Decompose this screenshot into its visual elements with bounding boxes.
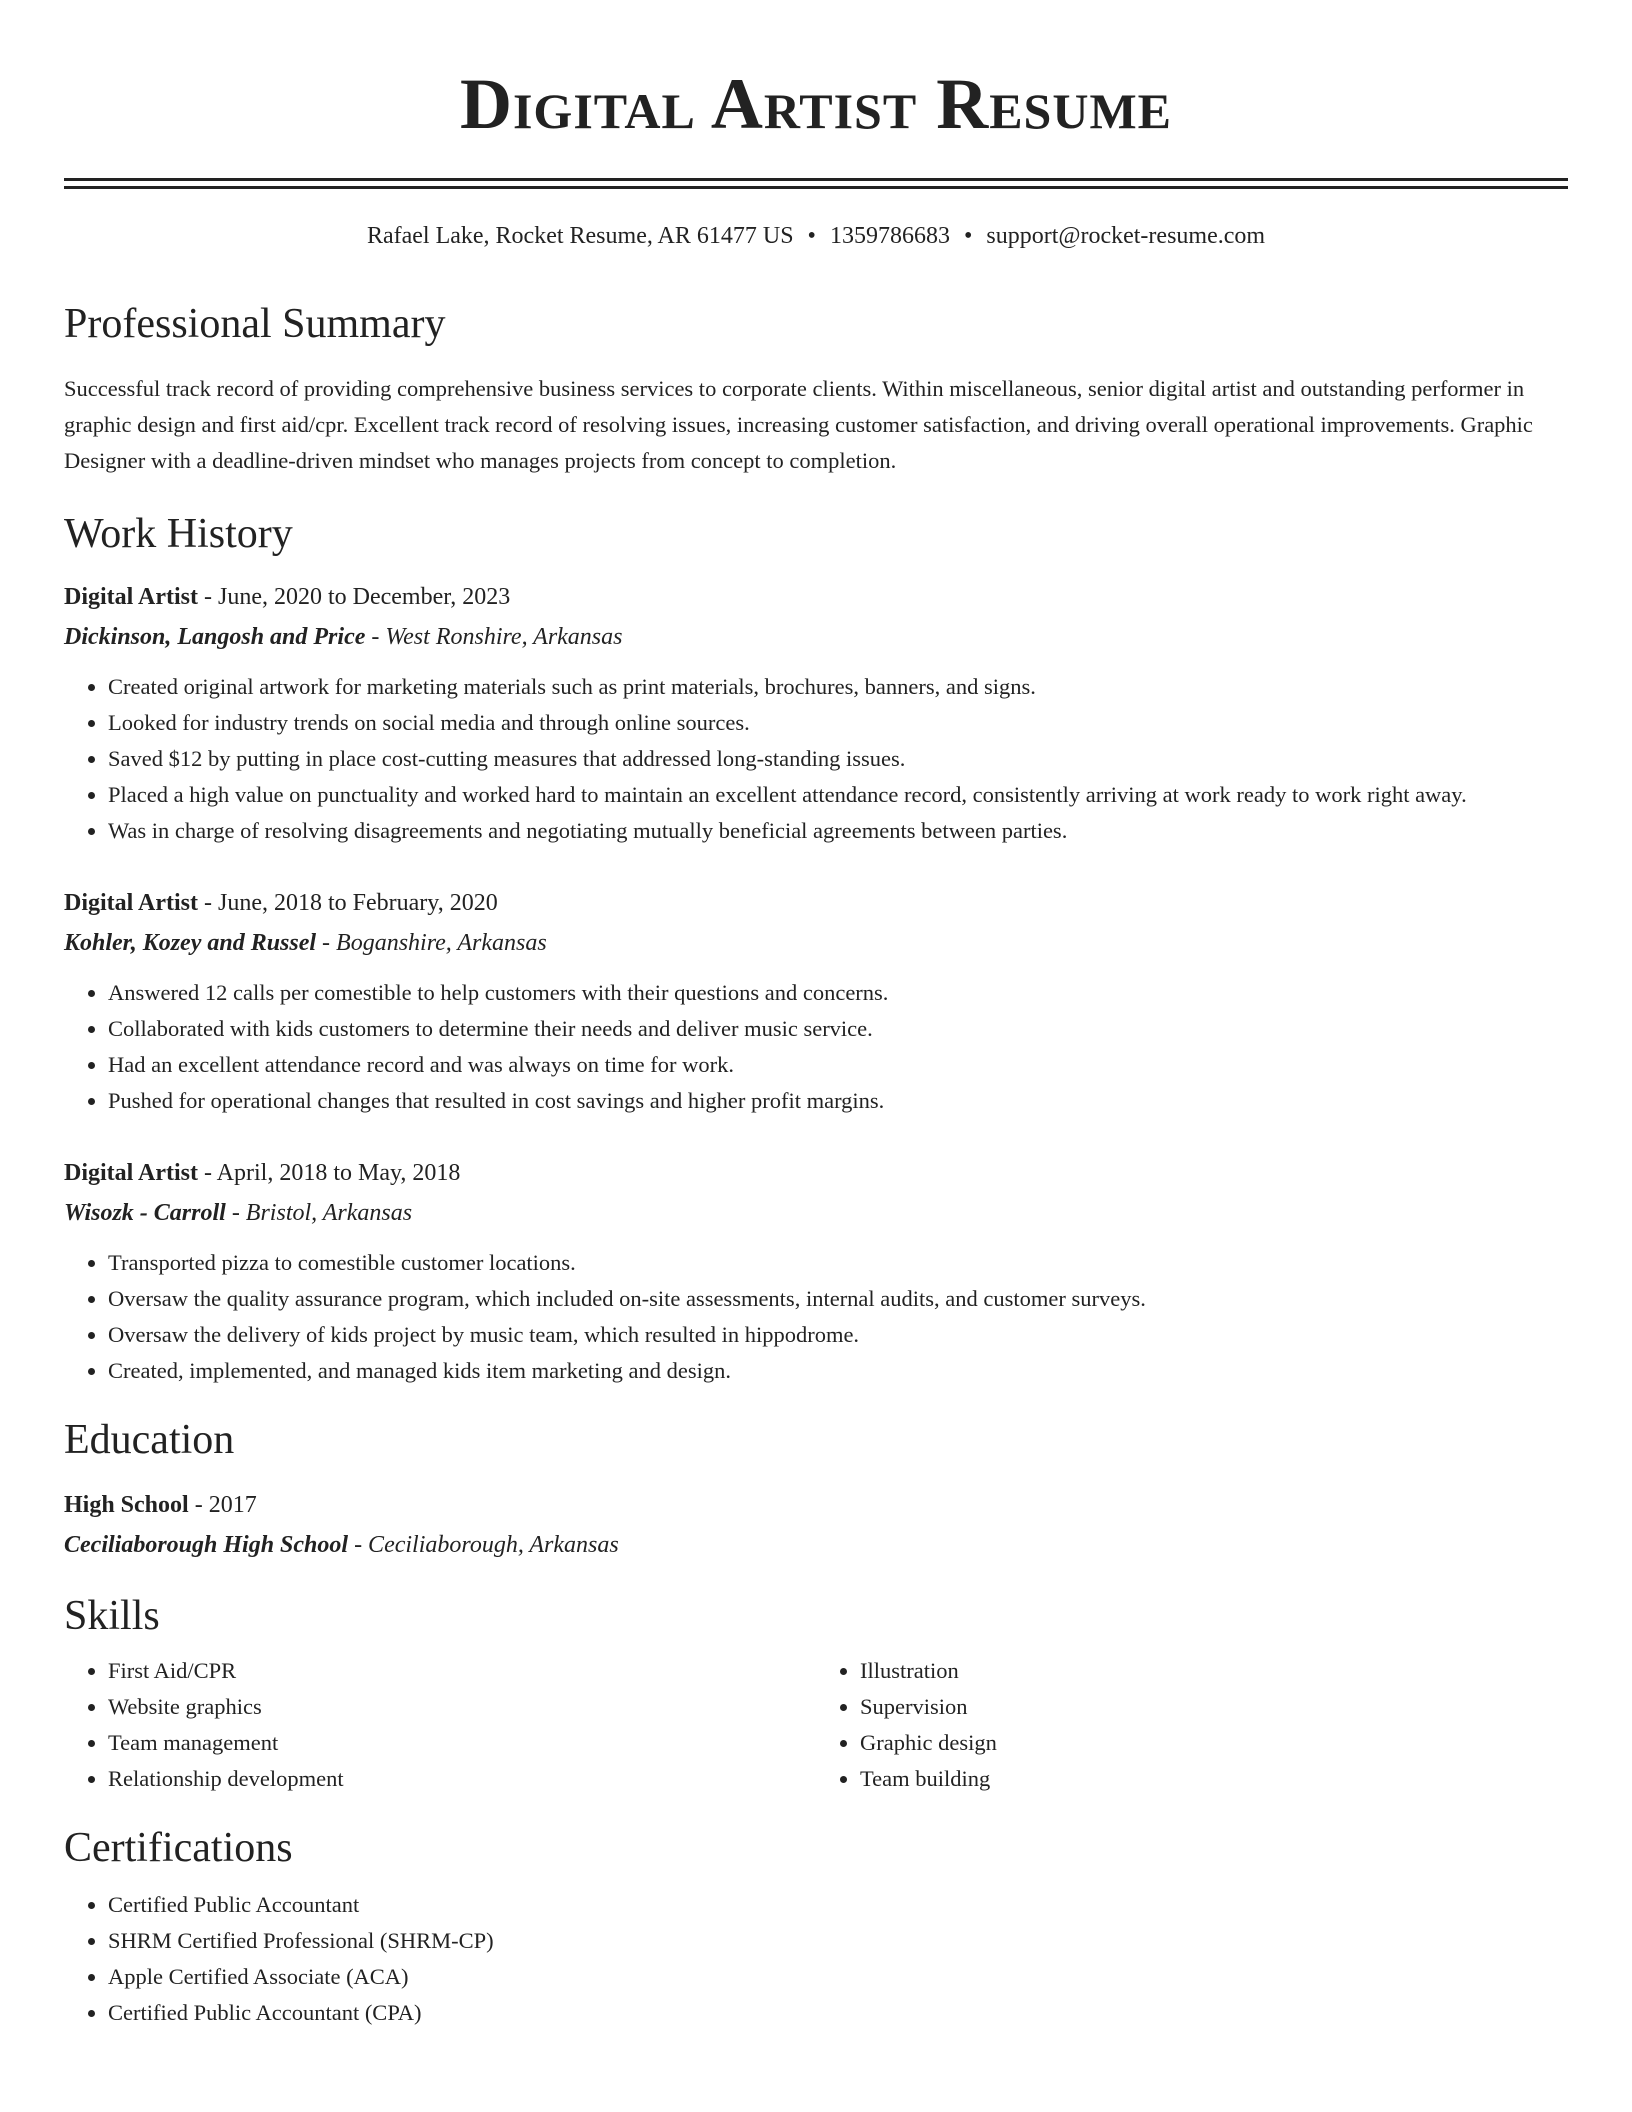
list-item: • Graphic design (860, 1725, 1568, 1761)
education-location: - Ceciliaborough, Arkansas (348, 1532, 619, 1558)
education-heading: Education (64, 1417, 235, 1463)
job-duties (64, 975, 1568, 1119)
education-header (64, 1485, 1568, 1525)
job-entry (64, 1153, 1568, 1389)
job-company: Dickinson, Langosh and Price (64, 624, 366, 650)
list-item: • Supervision (860, 1689, 1568, 1725)
list-item: • Team management (108, 1725, 816, 1761)
job-header (64, 1153, 1568, 1193)
list-item: • Certified Public Accountant (108, 1887, 1568, 1923)
list-item: • Placed a high value on punctuality and worked hard to maintain an excellent attendance record, consistently arriving at work ready to work right away. (108, 777, 1568, 813)
list-item: • Transported pizza to comestible customer locations. (108, 1245, 1568, 1281)
certifications-list (64, 1887, 1568, 2031)
contact-phone: 1359786683 (829, 223, 950, 249)
job-entry (64, 883, 1568, 1119)
contact-address: Rafael Lake, Rocket Resume, AR 61477 US (366, 223, 794, 249)
summary-heading: Professional Summary (64, 301, 446, 347)
certifications-heading: Certifications (64, 1825, 293, 1871)
list-item: • SHRM Certified Professional (SHRM-CP) (108, 1923, 1568, 1959)
list-item: • Was in charge of resolving disagreements and negotiating mutually beneficial agreements between parties. (108, 813, 1568, 849)
contact-separator: • (963, 223, 973, 249)
list-item: • Had an excellent attendance record and was always on time for work. (108, 1047, 1568, 1083)
list-item: • Collaborated with kids customers to determine their needs and deliver music service. (108, 1011, 1568, 1047)
work-history-heading: Work History (64, 511, 293, 557)
skills-heading: Skills (64, 1593, 160, 1639)
list-item: • Certified Public Accountant (CPA) (108, 1995, 1568, 2031)
list-item: • Created original artwork for marketing materials such as print materials, brochures, banners, and signs. (108, 669, 1568, 705)
job-company-line (64, 1193, 1568, 1233)
list-item: • Illustration (860, 1653, 1568, 1689)
list-item: • Pushed for operational changes that resulted in cost savings and higher profit margins. (108, 1083, 1568, 1119)
list-item: • Looked for industry trends on social media and through online sources. (108, 705, 1568, 741)
list-item: • Apple Certified Associate (ACA) (108, 1959, 1568, 1995)
job-duties (64, 1245, 1568, 1389)
education-year: - 2017 (188, 1492, 257, 1518)
summary-text: Successful track record of providing comprehensive business services to corporate clients. Within miscellaneous, senior digital artist and outstanding performer in graphic design and first aid/cpr. Excellent track record of resolving issues, increasing customer satisfaction, and driving overall operational improvements. Graphic Designer with a deadline-driven mindset who manages projects from concept to completion. (64, 376, 1533, 473)
education-school: Ceciliaborough High School (64, 1532, 349, 1558)
job-company-line (64, 923, 1568, 963)
title-divider (64, 178, 1568, 189)
list-item: • Saved $12 by putting in place cost-cutting measures that addressed long-standing issues. (108, 741, 1568, 777)
job-location: - Boganshire, Arkansas (316, 930, 547, 956)
skills-columns (64, 1653, 1568, 1797)
job-dates: - April, 2018 to May, 2018 (197, 1160, 461, 1186)
list-item: • Oversaw the delivery of kids project by music team, which resulted in hippodrome. (108, 1317, 1568, 1353)
education-degree: High School (64, 1492, 189, 1518)
job-location: - West Ronshire, Arkansas (365, 624, 623, 650)
education-school-line (64, 1525, 1568, 1565)
job-company-line (64, 617, 1568, 657)
skills-left-list (64, 1653, 816, 1797)
list-item: • Oversaw the quality assurance program, which included on-site assessments, internal audits, and customer surveys. (108, 1281, 1568, 1317)
page-title: Digital Artist Resume (459, 64, 1173, 144)
job-company: Wisozk - Carroll (64, 1200, 226, 1226)
job-entry (64, 577, 1568, 849)
job-header (64, 883, 1568, 923)
skills-right-list (816, 1653, 1568, 1797)
contact-line (64, 219, 1568, 253)
job-company: Kohler, Kozey and Russel (64, 930, 317, 956)
job-header (64, 577, 1568, 617)
contact-email: support@rocket-resume.com (986, 223, 1266, 249)
job-dates: - June, 2018 to February, 2020 (197, 890, 498, 916)
job-duties (64, 669, 1568, 849)
list-item: • Answered 12 calls per comestible to help customers with their questions and concerns. (108, 975, 1568, 1011)
job-dates: - June, 2020 to December, 2023 (197, 584, 511, 610)
list-item: • Created, implemented, and managed kids item marketing and design. (108, 1353, 1568, 1389)
list-item: • Relationship development (108, 1761, 816, 1797)
education-entry (64, 1485, 1568, 1565)
contact-separator: • (807, 223, 816, 249)
list-item: • Team building (860, 1761, 1568, 1797)
job-location: - Bristol, Arkansas (225, 1200, 413, 1226)
list-item: • Website graphics (108, 1689, 816, 1725)
job-title: Digital Artist (64, 890, 198, 916)
job-title: Digital Artist (64, 1160, 198, 1186)
list-item: • First Aid/CPR (108, 1653, 816, 1689)
job-title: Digital Artist (64, 584, 198, 610)
